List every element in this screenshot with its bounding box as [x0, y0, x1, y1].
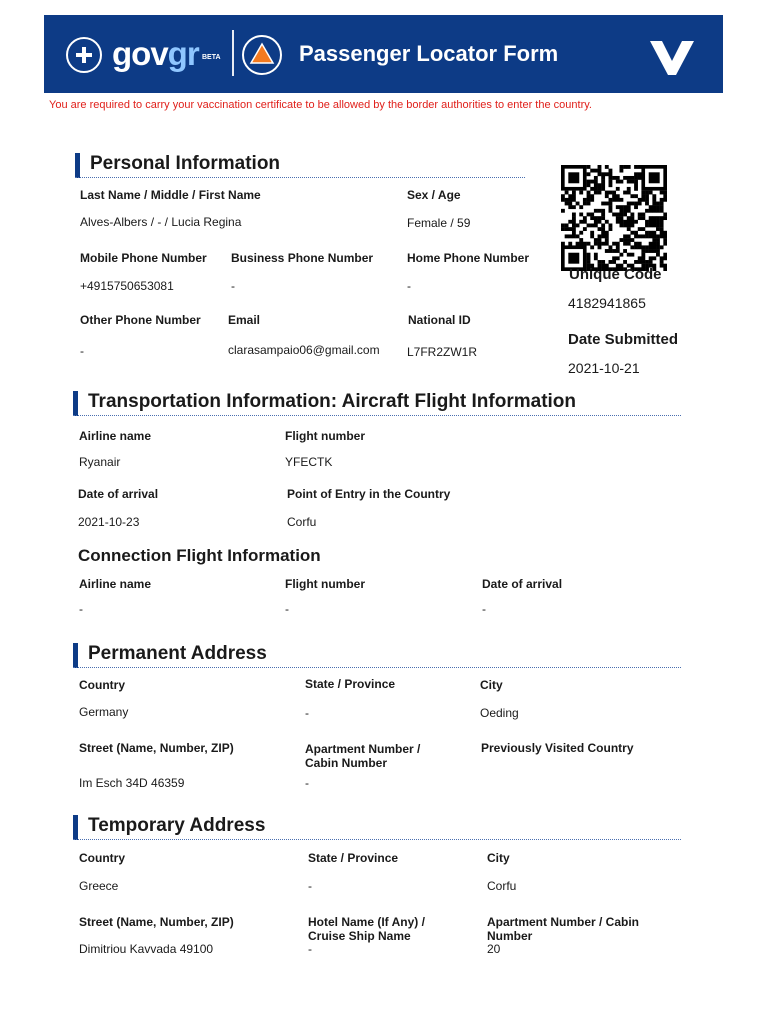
connection-airline-value: -	[79, 602, 83, 616]
mobile-phone-value: +4915750653081	[80, 279, 174, 293]
temporary-apartment-label: Apartment Number / Cabin Number	[487, 915, 640, 943]
section-divider	[73, 839, 681, 840]
temporary-apartment-value: 20	[487, 942, 501, 956]
arrival-date-value: 2021-10-23	[78, 515, 140, 529]
section-marker	[73, 815, 78, 840]
date-submitted-label: Date Submitted	[568, 331, 679, 348]
permanent-city-value: Oeding	[480, 706, 519, 720]
checkmark-logo-icon	[648, 37, 696, 82]
permanent-state-value: -	[305, 706, 309, 720]
govgr-logo: govgr	[112, 35, 199, 72]
entry-point-value: Corfu	[287, 515, 317, 529]
permanent-street-label: Street (Name, Number, ZIP)	[79, 741, 234, 755]
qr-code	[561, 165, 667, 271]
header-banner	[44, 15, 723, 93]
permanent-city-label: City	[480, 678, 503, 692]
permanent-country-value: Germany	[79, 705, 129, 719]
greek-emblem-icon	[66, 37, 102, 73]
mobile-phone-label: Mobile Phone Number	[80, 251, 207, 265]
temporary-state-value: -	[308, 879, 312, 893]
section-divider	[73, 667, 681, 668]
connection-arrival-value: -	[482, 602, 486, 616]
date-submitted-value: 2021-10-21	[568, 360, 640, 376]
connection-airline-label: Airline name	[79, 577, 152, 591]
section-marker	[73, 643, 78, 668]
permanent-state-label: State / Province	[305, 677, 396, 691]
sex-age-value: Female / 59	[407, 216, 471, 230]
permanent-country-label: Country	[79, 678, 125, 692]
previously-visited-label: Previously Visited Country	[481, 741, 634, 755]
temporary-state-label: State / Province	[308, 851, 399, 865]
header-divider	[232, 30, 234, 76]
section-title-connection: Connection Flight Information	[78, 546, 321, 565]
temporary-city-value: Corfu	[487, 879, 517, 893]
email-label: Email	[228, 313, 261, 327]
other-phone-label: Other Phone Number	[80, 313, 201, 327]
entry-point-label: Point of Entry in the Country	[287, 487, 451, 501]
permanent-apartment-value: -	[305, 776, 309, 790]
section-title-temporary: Temporary Address	[88, 815, 266, 836]
unique-code-label: Unique Code	[569, 266, 662, 283]
temporary-street-value: Dimitriou Kavvada 49100	[79, 942, 214, 956]
flight-number-label: Flight number	[285, 429, 365, 443]
section-marker	[75, 153, 80, 178]
temporary-street-label: Street (Name, Number, ZIP)	[79, 915, 234, 929]
national-id-value: L7FR2ZW1R	[407, 345, 478, 359]
connection-flight-value: -	[285, 602, 289, 616]
sex-age-label: Sex / Age	[407, 188, 461, 202]
business-phone-value: -	[231, 279, 235, 293]
connection-flight-label: Flight number	[285, 577, 365, 591]
temporary-country-label: Country	[79, 851, 125, 865]
flight-number-value: YFECTK	[285, 455, 333, 469]
section-title-personal: Personal Information	[90, 153, 281, 174]
section-marker	[73, 391, 78, 416]
page-title: Passenger Locator Form	[299, 41, 559, 66]
section-title-transport: Transportation Information: Aircraft Flight Information	[88, 391, 577, 412]
section-divider	[73, 415, 681, 416]
connection-arrival-label: Date of arrival	[482, 577, 563, 591]
permanent-apartment-label: Apartment Number / Cabin Number	[305, 742, 421, 770]
national-id-label: National ID	[408, 313, 471, 327]
vaccination-notice: You are required to carry your vaccination certificate to be allowed by the border authorities to enter the country.	[49, 99, 592, 111]
business-phone-label: Business Phone Number	[231, 251, 374, 265]
other-phone-value: -	[80, 344, 84, 358]
email-value: clarasampaio06@gmail.com	[228, 343, 380, 357]
airline-label: Airline name	[79, 429, 152, 443]
airline-value: Ryanair	[79, 455, 121, 469]
unique-code-value: 4182941865	[568, 295, 646, 311]
civil-protection-logo-icon	[242, 35, 282, 75]
beta-badge: BETA	[202, 54, 221, 61]
temporary-city-label: City	[487, 851, 510, 865]
arrival-date-label: Date of arrival	[78, 487, 159, 501]
home-phone-label: Home Phone Number	[407, 251, 530, 265]
hotel-name-value: -	[308, 942, 312, 956]
section-divider	[75, 177, 525, 178]
hotel-name-label: Hotel Name (If Any) / Cruise Ship Name	[308, 915, 425, 943]
permanent-street-value: Im Esch 34D 46359	[79, 776, 185, 790]
home-phone-value: -	[407, 279, 411, 293]
name-label: Last Name / Middle / First Name	[80, 188, 261, 202]
section-title-permanent: Permanent Address	[88, 643, 267, 664]
name-value: Alves-Albers / - / Lucia Regina	[80, 215, 242, 229]
temporary-country-value: Greece	[79, 879, 119, 893]
